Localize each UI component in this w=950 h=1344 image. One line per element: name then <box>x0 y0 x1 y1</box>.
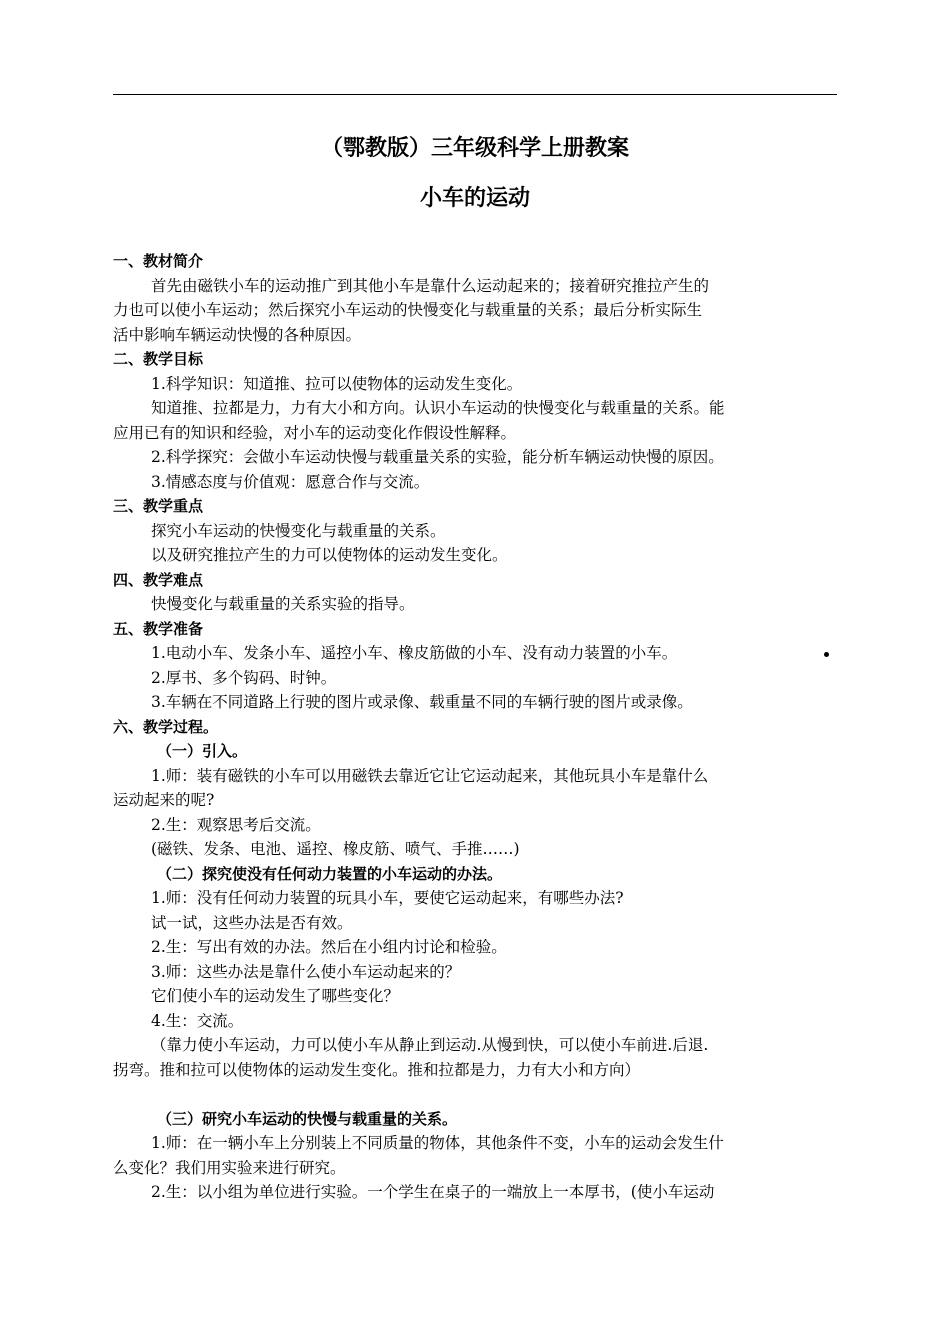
paragraph-line: 知道推、拉都是力，力有大小和方向。认识小车运动的快慢变化与载重量的关系。能 <box>151 399 725 417</box>
paragraph-line: 探究小车运动的快慢变化与载重量的关系。 <box>151 521 446 540</box>
paragraph-line: 4.生：交流。 <box>151 1011 244 1030</box>
paragraph-line: 2.生：写出有效的办法。然后在小组内讨论和检验。 <box>151 938 507 956</box>
paragraph-line: 它们使小车的运动发生了哪些变化？ <box>151 987 400 1005</box>
paragraph-line: 1.科学知识：知道推、拉可以使物体的运动发生变化。 <box>151 374 523 393</box>
section-heading: 六、教学过程。 <box>113 717 219 736</box>
paragraph-line: 以及研究推拉产生的力可以使物体的运动发生变化。 <box>151 546 508 564</box>
paragraph-line: 1.师：没有任何动力装置的玩具小车，要使它运动起来，有哪些办法? <box>151 889 624 907</box>
paragraph-line: 2.生：以小组为单位进行实验。一个学生在桌子的一端放上一本厚书，(使小车运动 <box>151 1183 715 1201</box>
paragraph-line: （靠力使小车运动，力可以使小车从静止到运动.从慢到快，可以使小车前进.后退. <box>151 1036 709 1054</box>
paragraph-gap <box>113 1082 837 1107</box>
subsection-heading: （三）研究小车运动的快慢与载重量的关系。 <box>157 1109 458 1128</box>
paragraph-line: 试一试，这些办法是否有效。 <box>151 913 353 932</box>
paragraph-line: 3.情感态度与价值观：愿意合作与交流。 <box>151 472 430 491</box>
stray-dot-mark <box>824 652 829 657</box>
section-heading: 四、教学难点 <box>113 570 204 589</box>
section-heading: 二、教学目标 <box>113 350 204 368</box>
paragraph-line: 3.师：这些办法是靠什么使小车运动起来的？ <box>151 962 461 981</box>
paragraph-line: 2.科学探究：会做小车运动快慢与载重量关系的实验，能分析车辆运动快慢的原因。 <box>151 448 724 466</box>
paragraph-line: 1.师：在一辆小车上分别装上不同质量的物体，其他条件不变，小车的运动会发生什 <box>151 1134 724 1152</box>
paragraph-line: 力也可以使小车运动；然后探究小车运动的快慢变化与载重量的关系；最后分析实际生 <box>113 301 703 319</box>
paragraph-line: 应用已有的知识和经验，对小车的运动变化作假设性解释。 <box>113 423 517 442</box>
paragraph-line: 么变化？我们用实验来进行研究。 <box>113 1158 346 1177</box>
paragraph-line: 1.电动小车、发条小车、遥控小车、橡皮筋做的小车、没有动力装置的小车。 <box>151 644 678 662</box>
page-title: （鄂教版）三年级科学上册教案 <box>320 136 629 161</box>
paragraph-line: 首先由磁铁小车的运动推广到其他小车是靠什么运动起来的；接着研究推拉产生的 <box>151 276 710 295</box>
paragraph-line: 快慢变化与载重量的关系实验的指导。 <box>151 595 415 613</box>
paragraph-line: (磁铁、发条、电池、遥控、橡皮筋、喷气、手推……) <box>151 840 520 858</box>
paragraph-line: 运动起来的呢? <box>113 791 215 809</box>
header-rule <box>113 94 837 95</box>
lesson-title: 小车的运动 <box>419 186 530 211</box>
section-heading: 五、教学准备 <box>113 619 204 638</box>
paragraph-line: 3.车辆在不同道路上行驶的图片或录像、载重量不同的车辆行驶的图片或录像。 <box>151 693 693 711</box>
subsection-heading: （二）探究使没有任何动力装置的小车运动的办法。 <box>157 864 503 883</box>
paragraph-line: 2.厚书、多个钩码、时钟。 <box>151 668 337 687</box>
paragraph-line: 1.师：装有磁铁的小车可以用磁铁去靠近它让它运动起来，其他玩具小车是靠什么 <box>151 766 709 785</box>
paragraph-line: 2.生：观察思考后交流。 <box>151 815 321 834</box>
paragraph-line: 活中影响车辆运动快慢的各种原因。 <box>113 325 362 344</box>
paragraph-line: 拐弯。推和拉可以使物体的运动发生变化。推和拉都是力，力有大小和方向） <box>113 1060 641 1079</box>
document-body <box>113 249 837 1205</box>
subsection-heading: （一）引入。 <box>157 742 248 760</box>
section-heading: 三、教学重点 <box>113 497 204 515</box>
section-heading: 一、教材简介 <box>113 252 204 270</box>
